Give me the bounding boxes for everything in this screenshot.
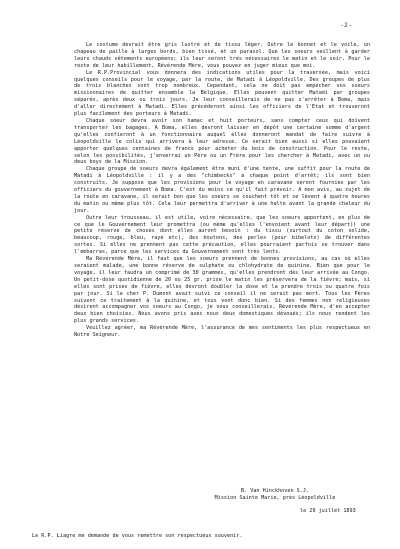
paragraph: Chaque groupe de soeurs devra également être muni d'une tente, une suffit pour la route de Matadi à Léopoldville : il y a des "chimbecks" à chaque point d'arrêt; ils sont bien construits. Je suppose que les provisions pour le voyage en caravane seront fournies par les officiers du gouvernement à Boma. C'est du moins ce qu'il fait prévoir. A mon avis, au sujet de la route en caravane, il serait bon que les soeurs se couchent tôt et se lèvent à quatre heures du matin ou même plus tôt. Cela leur permettra d'arriver à une halte avant la grande chaleur du jour. <box>74 166 370 214</box>
page-number: -2- <box>340 22 353 29</box>
letter-date: le 29 juillet 1893 <box>300 508 356 514</box>
paragraph: Chaque soeur devra avoir son hamac et huit porteurs, sans compter ceux qui doivent transporter les bagages. A Boma, elles devront laisser en dépôt une certaine somme d'argent qu'elles confieront à un fonctionnaire auquel elles donneront mandat de faire suivre à Léopoldville le colis qui arrivera à leur adresse. Ce serait bien aussi si elles pouvaient apporter quelques centaines de francs pour acheter du bois de construction. Pour le reste, selon les possibilités, j'enverrai un Père ou un Frère pour les chercher à Matadi, avec un ou deux boys de la Mission. <box>74 117 370 166</box>
paragraph: Outre leur trousseau, il est utile, voire nécessaire, que les soeurs apportent, en plus de ce que le Gouvernement leur promettra (ou même qu'elles l'envoient avant leur départ)) une petite réserve de choses dont elles auront besoin : du tissu (surtout du coton solide, beaucoup, rouge, bleu, rayé etc), des boutons, des perles (pour bibelots) de différentes sortes. Si elles ne prennent pas cette précaution, elles pourraient parfois se trouver dans l'embarras, parce que les services du Gouvernement sont très lents. <box>74 214 370 256</box>
paragraph: Ma Révérende Mère, il faut que les soeurs prennent de bonnes provisions, au cas où elles seraient malade, une bonne réserve de sulphate ou chlohydrate de quinine. Bien que pour le voyage, il leur faudra un comprimé de 30 grammes, qu'elles prendront dès leur arrivée au Congo. Un petit-dose quotidienne de 20 ou 25 gr. prise le matin les préservera de la fièvre; mais, si elles sont prises de fièvre, elles devront doubler la dose et la prendre trois ou quatre fois par jour. Si le cher P. Dumont avait suivi ce conseil il ne serait pas mort. Tous les Pères suivent ce traitement à la quinine, et tous vont donc bien. Si des femmes non religieuses désirent accompagner vos soeurs au Congo, je vous conseillerais, Révérende Mère, d'en accepter deux bien choisies. Nous avons pris avec nous deux domestiques dévoués; ils nous rendent les plus grands services. <box>74 256 370 325</box>
letter-body <box>74 42 370 339</box>
footnote: Le R.P. Liagre me demande de vous remettre son respectueux souvenir. <box>32 533 243 539</box>
signature-block <box>180 488 370 502</box>
signature-name: B. Van Hinckhoven S.J. <box>240 488 310 494</box>
paragraph: Le costume devrait être gris lustré et de tissu léger. Outre le bonnet et le voile, un chapeau de paille à larges bords, bien tissé, et un parasol. Que les soeurs veillent à garder leurs chauds vêtements européens; ils leur seront très nécessaires le matin et le soir. Pour le reste de leur habillement, Révérende Mère, vous pouvez en juger mieux que moi. <box>74 42 370 69</box>
signature-place: Mission Sainte Marie, près Léopoldville <box>214 494 336 501</box>
closing-paragraph: Veuillez agréer, ma Révérende Mère, l'assurance de mes sentiments les plus respectueux en Notre Seigneur. <box>74 325 370 339</box>
paragraph: Le R.P.Provincial vous donnera des indications utiles pour la traversée, mais voici quelques conseils pour le voyage, par la route, de Matadi à Léopoldville. Des groupes de plus de trois blanches sont trop nombreux. Cependant, cela ne doit pas empêcher vos soeurs missionnaires de quitter ensemble la Belgique. Elles peuvent quitter Matadi par groupes séparés, après deux ou trois jours. Je leur conseillerais de ne pas s'arrêter à Boma, mais d'aller directement à Matadi. Elles précéderont ainsi les officiers de l'Etat et trouveront plus facilement des porteurs à Matadi. <box>74 69 370 118</box>
